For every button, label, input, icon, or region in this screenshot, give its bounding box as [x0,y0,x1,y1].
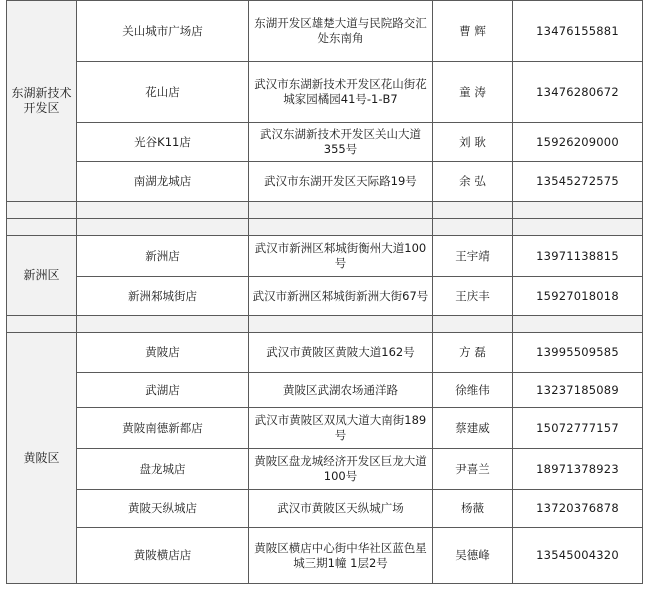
table-row [7,123,643,162]
spacer-row [7,219,643,236]
spacer-cell [77,219,249,236]
spacer-cell [513,316,643,333]
contact-cell: 王宇靖 [433,236,513,277]
contact-cell: 徐维伟 [433,373,513,408]
store-name-cell: 南湖龙城店 [77,162,249,202]
phone-cell: 13995509585 [513,333,643,373]
address-cell: 黄陂区横店中心街中华社区蓝色星城三期1幢 1层2号 [249,528,433,584]
contact-cell: 童 涛 [433,62,513,123]
spacer-cell [7,219,77,236]
district-cell: 东湖新技术开发区 [7,1,77,202]
phone-cell: 15927018018 [513,277,643,316]
contact-cell: 余 弘 [433,162,513,202]
store-name-cell: 关山城市广场店 [77,1,249,62]
spacer-cell [7,316,77,333]
address-cell: 武汉市黄陂区天纵城广场 [249,490,433,528]
store-directory-table [6,0,643,584]
table-row [7,373,643,408]
store-name-cell: 黄陂天纵城店 [77,490,249,528]
table-row [7,408,643,449]
store-name-cell: 武湖店 [77,373,249,408]
store-name-cell: 黄陂横店店 [77,528,249,584]
spacer-cell [77,316,249,333]
spacer-row [7,316,643,333]
store-name-cell: 新洲邾城街店 [77,277,249,316]
phone-cell: 18971378923 [513,449,643,490]
address-cell: 武汉市东湖开发区天际路19号 [249,162,433,202]
address-cell: 武汉市黄陂区双凤大道大南街189号 [249,408,433,449]
contact-cell: 刘 耿 [433,123,513,162]
spacer-cell [249,316,433,333]
phone-cell: 15926209000 [513,123,643,162]
store-name-cell: 盘龙城店 [77,449,249,490]
store-name-cell: 新洲店 [77,236,249,277]
table-row [7,449,643,490]
address-cell: 武汉市黄陂区黄陂大道162号 [249,333,433,373]
contact-cell: 蔡建威 [433,408,513,449]
phone-cell: 13476155881 [513,1,643,62]
store-name-cell: 黄陂南德新都店 [77,408,249,449]
contact-cell: 方 磊 [433,333,513,373]
contact-cell: 杨薇 [433,490,513,528]
spacer-cell [513,202,643,219]
address-cell: 武汉市新洲区邾城街新洲大街67号 [249,277,433,316]
district-cell: 新洲区 [7,236,77,316]
phone-cell: 13476280672 [513,62,643,123]
address-cell: 武汉市东湖新技术开发区花山街花城家园橘园41号-1-B7 [249,62,433,123]
table-row [7,528,643,584]
table-row [7,162,643,202]
store-name-cell: 黄陂店 [77,333,249,373]
table-row [7,277,643,316]
phone-cell: 15072777157 [513,408,643,449]
spacer-row [7,202,643,219]
contact-cell: 曹 辉 [433,1,513,62]
contact-cell: 王庆丰 [433,277,513,316]
spacer-cell [513,219,643,236]
table-row [7,490,643,528]
phone-cell: 13971138815 [513,236,643,277]
spacer-cell [249,202,433,219]
address-cell: 东湖开发区雄楚大道与民院路交汇处东南角 [249,1,433,62]
phone-cell: 13720376878 [513,490,643,528]
address-cell: 黄陂区盘龙城经济开发区巨龙大道100号 [249,449,433,490]
phone-cell: 13545272575 [513,162,643,202]
phone-cell: 13545004320 [513,528,643,584]
table-row [7,236,643,277]
phone-cell: 13237185089 [513,373,643,408]
address-cell: 武汉东湖新技术开发区关山大道355号 [249,123,433,162]
spacer-cell [433,219,513,236]
spacer-cell [433,202,513,219]
contact-cell: 吴德峰 [433,528,513,584]
table-row [7,333,643,373]
address-cell: 黄陂区武湖农场通洋路 [249,373,433,408]
store-name-cell: 光谷K11店 [77,123,249,162]
contact-cell: 尹喜兰 [433,449,513,490]
address-cell: 武汉市新洲区邾城街衡州大道100号 [249,236,433,277]
spacer-cell [249,219,433,236]
store-name-cell: 花山店 [77,62,249,123]
district-cell: 黄陂区 [7,333,77,584]
table-row [7,1,643,62]
spacer-cell [433,316,513,333]
spacer-cell [77,202,249,219]
table-row [7,62,643,123]
spacer-cell [7,202,77,219]
